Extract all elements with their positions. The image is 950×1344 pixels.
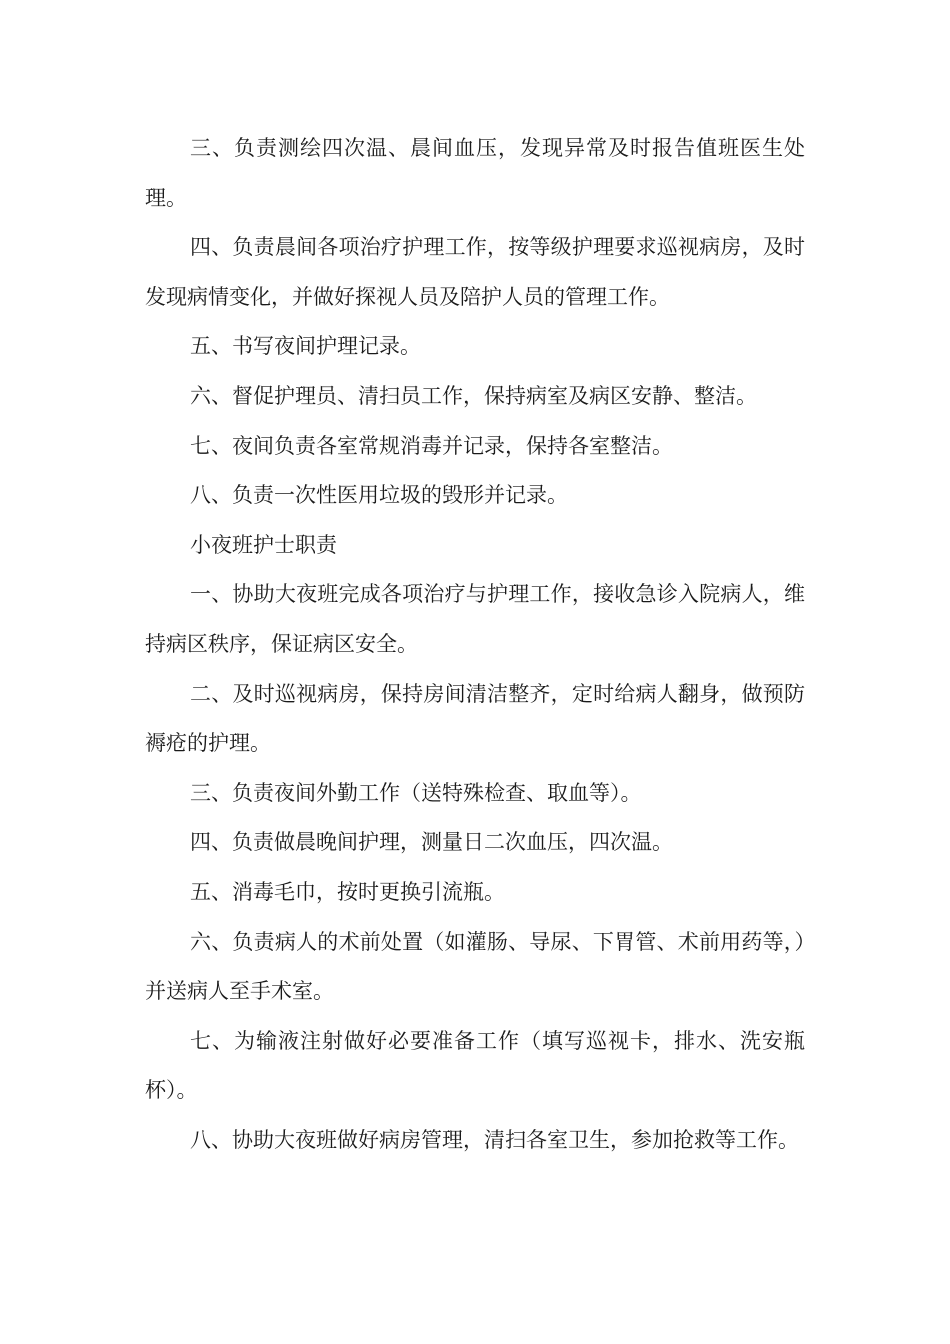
paragraph-ba: 八、负责一次性医用垃圾的毁形并记录。 — [190, 483, 568, 508]
paragraph-yi: 一、协助大夜班完成各项治疗与护理工作，接收急诊入院病人，维持病区秩序，保证病区安全。 — [145, 582, 805, 656]
paragraph-wu-2: 五、消毒毛巾，按时更换引流瓶。 — [190, 879, 505, 904]
paragraph-liu-2: 六、负责病人的术前处置（如灌肠、导尿、下胃管、术前用药等，）并送病人至手术室。 — [145, 929, 805, 1004]
paragraph-er: 二、及时巡视病房，保持房间清洁整齐，定时给病人翻身，做预防褥疮的护理。 — [145, 681, 805, 756]
paragraph-qi: 七、夜间负责各室常规消毒并记录，保持各室整洁。 — [190, 433, 673, 458]
paragraph-si: 四、负责晨间各项治疗护理工作，按等级护理要求巡视病房，及时发现病情变化，并做好探视人员及陪护人员的管理工作。 — [145, 235, 805, 309]
paragraph-san: 三、负责测绘四次温、晨间血压，发现异常及时报告值班医生处理。 — [145, 136, 805, 210]
paragraph-liu: 六、督促护理员、清扫员工作，保持病室及病区安静、整洁。 — [190, 383, 757, 408]
section-heading: 小夜班护士职责 — [190, 532, 337, 557]
paragraph-san-2: 三、负责夜间外勤工作（送特殊检查、取血等）。 — [190, 780, 642, 805]
document-body — [145, 124, 805, 1165]
paragraph-ba-2: 八、协助大夜班做好病房管理，清扫各室卫生，参加抢救等工作。 — [190, 1127, 799, 1152]
paragraph-si-2: 四、负责做晨晚间护理，测量日二次血压，四次温。 — [190, 830, 673, 855]
paragraph-qi-2: 七、为输液注射做好必要准备工作（填写巡视卡，排水、洗安瓶杯）。 — [145, 1028, 805, 1103]
paragraph-wu: 五、书写夜间护理记录。 — [190, 334, 421, 359]
